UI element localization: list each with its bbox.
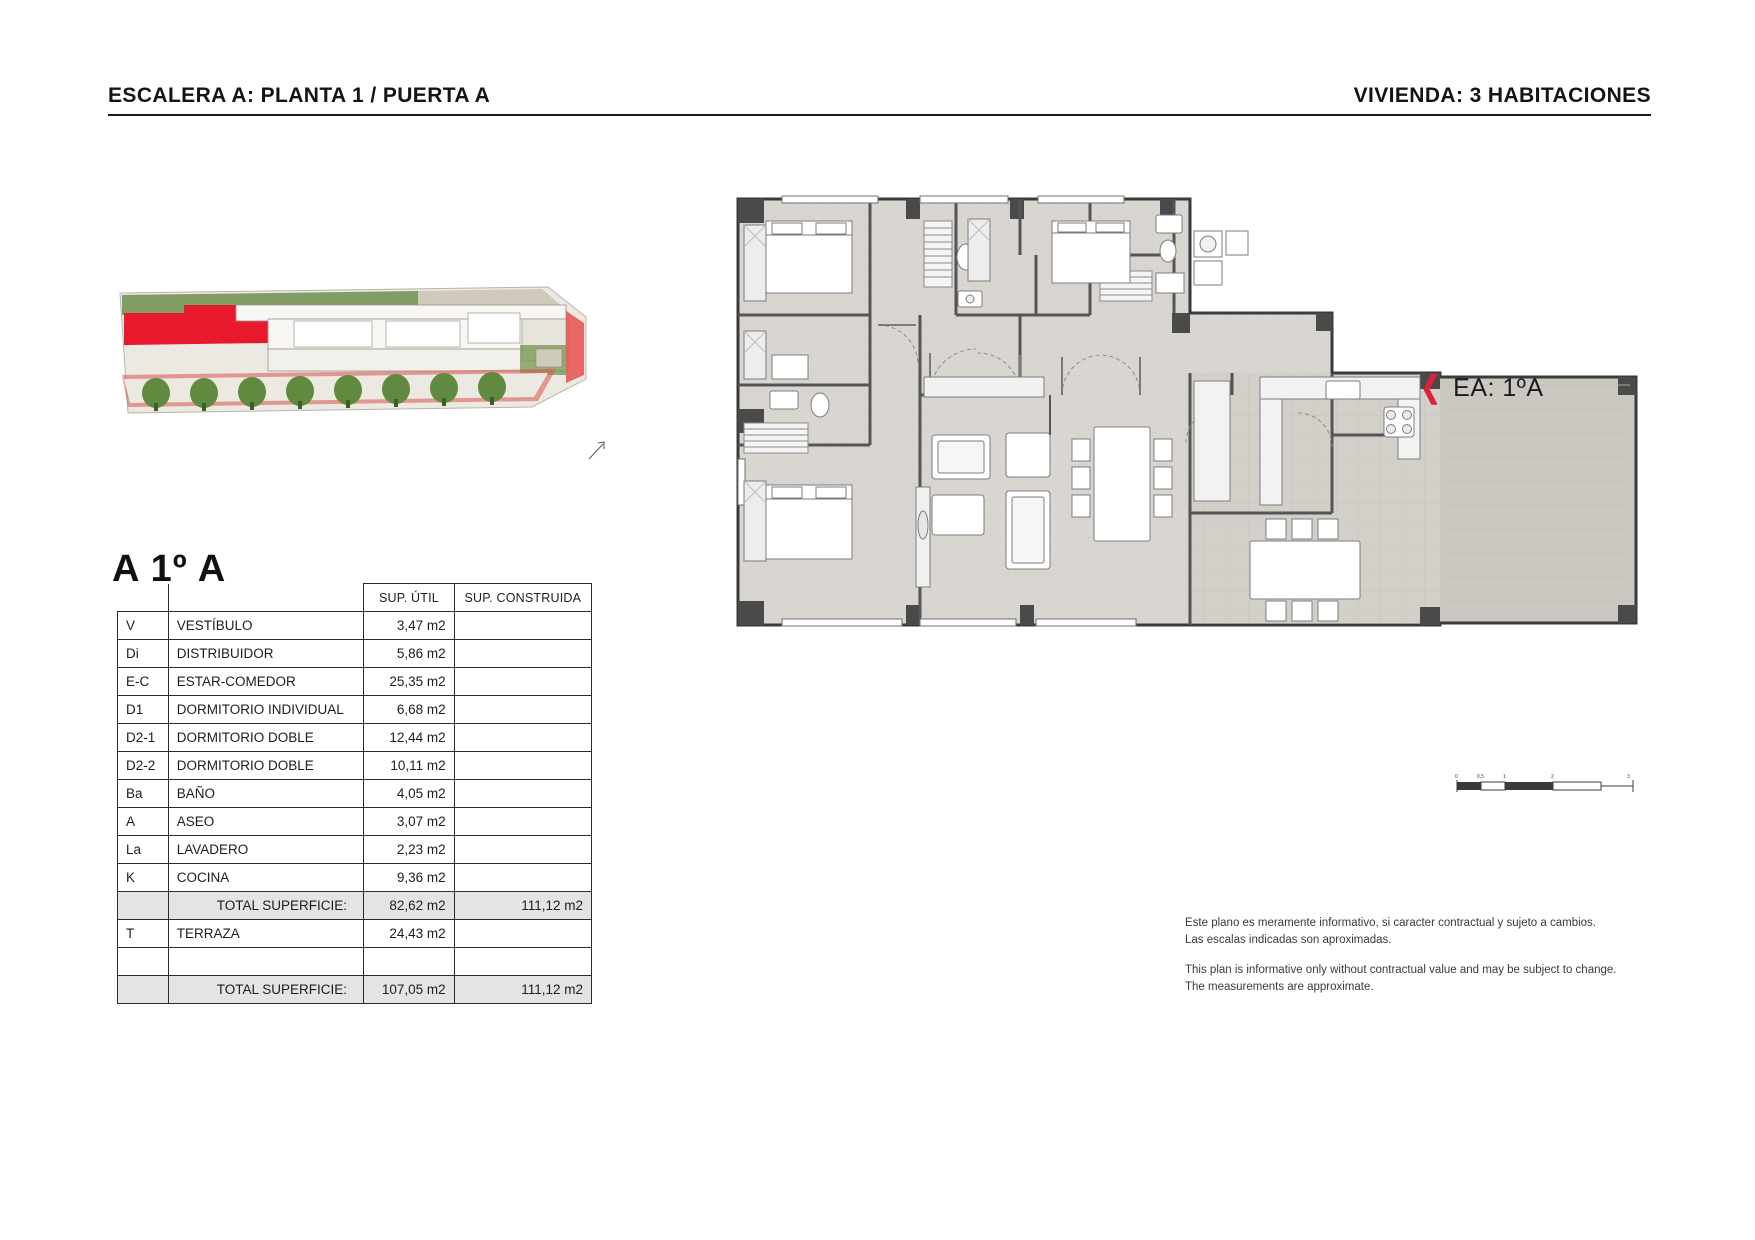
cell-util: 107,05 m2 [364,976,454,1004]
th-code [118,584,169,612]
cell-construida [454,836,591,864]
cell-util: 5,86 m2 [364,640,454,668]
cell-util: 24,43 m2 [364,920,454,948]
cell-code: V [118,612,169,640]
cell-util: 10,11 m2 [364,752,454,780]
table-row [118,808,592,836]
disclaimer-es-line1: Este plano es meramente informativo, si caracter contractual y sujeto a cambios. [1185,917,1596,929]
cell-util: 6,68 m2 [364,696,454,724]
north-arrow-icon [586,440,608,462]
cell-util: 2,23 m2 [364,836,454,864]
cell-name: COCINA [168,864,364,892]
cell-name: BAÑO [168,780,364,808]
cell-util: 9,36 m2 [364,864,454,892]
cell-name: DISTRIBUIDOR [168,640,364,668]
cell-util: 82,62 m2 [364,892,454,920]
table-row [118,612,592,640]
scale-bar [1455,770,1635,796]
table-row [118,640,592,668]
unit-location-label: EA: 1ºA [1453,373,1544,402]
header-right-title: VIVIENDA: 3 HABITACIONES [1353,84,1651,107]
cell-blank [118,948,169,976]
cell-name: DORMITORIO DOBLE [168,724,364,752]
cell-construida [454,724,591,752]
cell-name: LAVADERO [168,836,364,864]
scale-bar-graphic [1455,770,1635,796]
th-construida: SUP. CONSTRUIDA [454,584,591,612]
table-spacer-row [118,948,592,976]
cell-construida: 111,12 m2 [454,976,591,1004]
cell-util: 3,47 m2 [364,612,454,640]
cell-name: ESTAR-COMEDOR [168,668,364,696]
disclaimer-en [1185,962,1655,995]
table-row [118,668,592,696]
disclaimer-block [1185,915,1655,996]
table-row [118,724,592,752]
svg-text:0,5: 0,5 [1477,774,1484,780]
table-row [118,780,592,808]
cell-name: VESTÍBULO [168,612,364,640]
floor-plan-graphic [720,195,1650,725]
cell-code: E-C [118,668,169,696]
site-key-plan [118,283,588,428]
cell-construida [454,612,591,640]
table-row [118,836,592,864]
disclaimer-en-line2: The measurements are approximate. [1185,981,1374,994]
cell-blank [364,948,454,976]
cell-code [118,976,169,1004]
cell-name: TERRAZA [168,920,364,948]
cell-code: K [118,864,169,892]
svg-text:1: 1 [1503,774,1506,780]
cell-code: D2-1 [118,724,169,752]
svg-text:2: 2 [1551,774,1554,780]
areas-table [117,583,592,1004]
table-subtotal-row [118,892,592,920]
table-row [118,696,592,724]
cell-name: TOTAL SUPERFICIE: [168,976,364,1004]
header-divider [108,114,1651,116]
table-row [118,920,592,948]
cell-blank [168,948,364,976]
cell-blank [454,948,591,976]
table-header-row [118,584,592,612]
cell-construida [454,920,591,948]
table-row [118,752,592,780]
cell-code: Di [118,640,169,668]
cell-code: Ba [118,780,169,808]
disclaimer-es-line2: Las escalas indicadas son aproximadas. [1185,933,1392,946]
cell-construida: 111,12 m2 [454,892,591,920]
header-left-title: ESCALERA A: PLANTA 1 / PUERTA A [108,84,491,107]
cell-construida [454,668,591,696]
table-row [118,864,592,892]
cell-name: TOTAL SUPERFICIE: [168,892,364,920]
cell-construida [454,780,591,808]
svg-text:3: 3 [1627,774,1630,780]
areas-table-wrap [117,583,592,1004]
unit-title: A 1º A [112,548,227,590]
cell-construida [454,808,591,836]
cell-code: La [118,836,169,864]
cell-util: 4,05 m2 [364,780,454,808]
th-name [168,584,364,612]
th-util: SUP. ÚTIL [364,584,454,612]
disclaimer-es [1185,915,1655,948]
disclaimer-en-line1: This plan is informative only without contractual value and may be subject to change. [1185,964,1617,977]
cell-code: D1 [118,696,169,724]
cell-code [118,892,169,920]
cell-code: D2-2 [118,752,169,780]
cell-code: T [118,920,169,948]
cell-construida [454,752,591,780]
cell-util: 25,35 m2 [364,668,454,696]
site-key-plan-graphic [118,283,588,428]
cell-construida [454,640,591,668]
cell-name: ASEO [168,808,364,836]
cell-construida [454,864,591,892]
left-arrow-icon: ❮ [1420,371,1441,404]
cell-name: DORMITORIO DOBLE [168,752,364,780]
cell-util: 3,07 m2 [364,808,454,836]
cell-construida [454,696,591,724]
cell-name: DORMITORIO INDIVIDUAL [168,696,364,724]
cell-code: A [118,808,169,836]
table-total-row [118,976,592,1004]
sheet-header [108,84,1651,116]
cell-util: 12,44 m2 [364,724,454,752]
svg-text:0: 0 [1455,774,1458,780]
floor-plan-drawing [720,195,1650,725]
unit-location-marker [1418,373,1544,403]
